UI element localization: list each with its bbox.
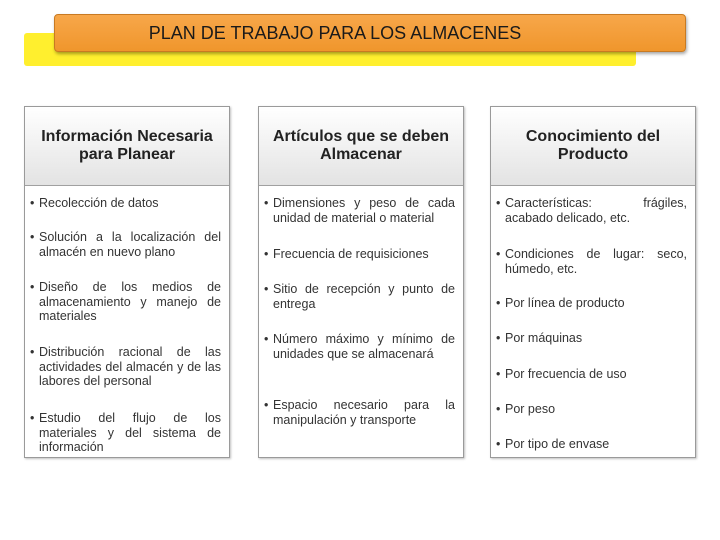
list-item: • Solución a la localización del almacén en nuevo plano [25, 230, 221, 259]
column-heading: Conocimiento del Producto [491, 107, 695, 186]
list-item: • Por tipo de envase [491, 437, 687, 452]
list-item: • Por frecuencia de uso [491, 367, 687, 382]
list-item: • Dimensiones y peso de cada unidad de material o material [259, 196, 455, 225]
list-item: • Frecuencia de requisiciones [259, 247, 455, 262]
column-informacion [24, 106, 230, 458]
page-title: PLAN DE TRABAJO PARA LOS ALMACENES [148, 22, 522, 43]
title-banner [54, 14, 686, 52]
list-item: • Por peso [491, 402, 687, 417]
list-item: • Distribución racional de las actividades del almacén y de las labores del personal [25, 345, 221, 389]
column-articulos [258, 106, 464, 458]
list-item: • Estudio del flujo de los materiales y del sistema de información [25, 411, 221, 455]
list-item: • Espacio necesario para la manipulación y transporte [259, 398, 455, 427]
list-item: • Sitio de recepción y punto de entrega [259, 282, 455, 311]
list-item: • Diseño de los medios de almacenamiento y manejo de materiales [25, 280, 221, 324]
list-item: • Por línea de producto [491, 296, 687, 311]
list-item: • Características: frágiles, acabado delicado, etc. [491, 196, 687, 225]
list-item: • Número máximo y mínimo de unidades que se almacenará [259, 332, 455, 361]
column-conocimiento [490, 106, 696, 458]
list-item: • Recolección de datos [25, 196, 221, 211]
list-item: • Por máquinas [491, 331, 687, 346]
column-heading: Información Necesaria para Planear [25, 107, 229, 186]
column-heading: Artículos que se deben Almacenar [259, 107, 463, 186]
list-item: • Condiciones de lugar: seco, húmedo, etc. [491, 247, 687, 276]
